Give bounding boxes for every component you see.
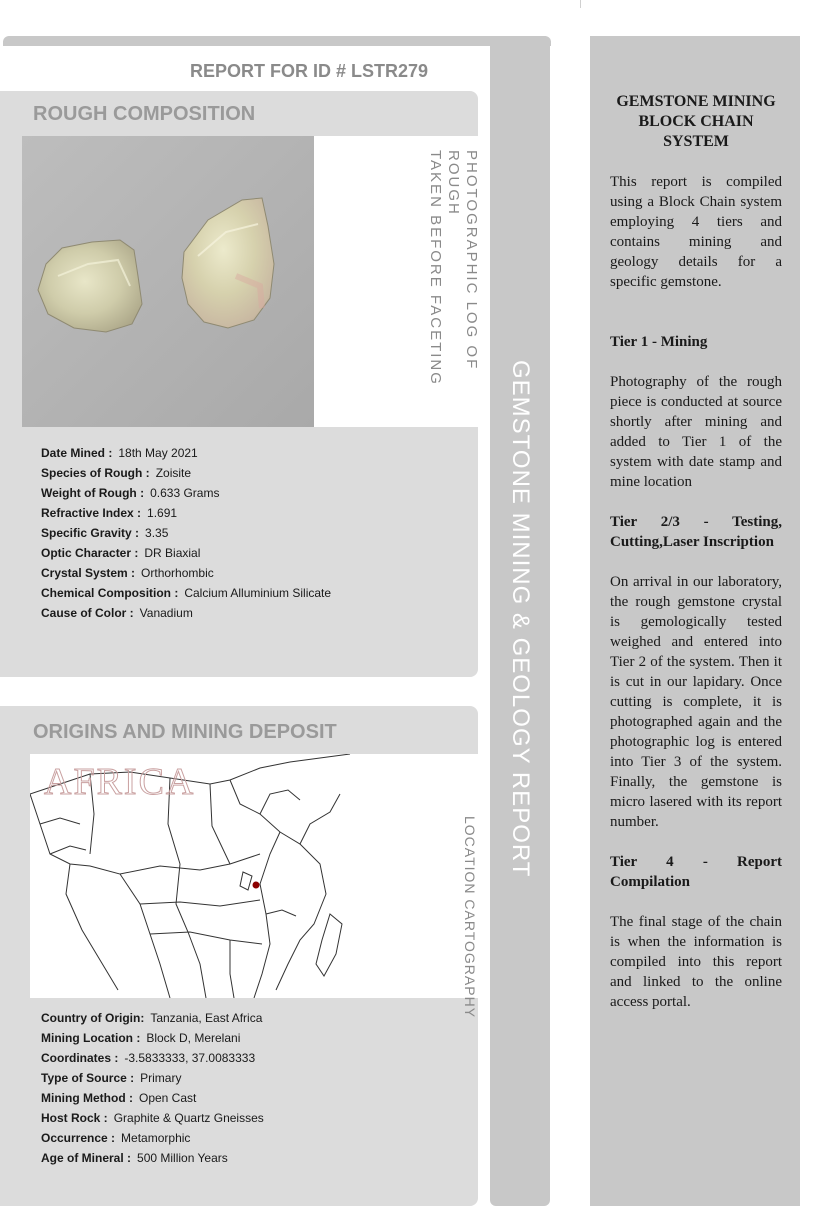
detail-cause-of-color [41,603,331,623]
blockchain-sidebar [590,36,800,1206]
detail-value: Calcium Alluminium Silicate [184,586,332,600]
detail-label: Occurrence : [41,1131,116,1145]
rough-section-title: ROUGH COMPOSITION [33,103,256,125]
detail-value: Open Cast [138,1091,197,1105]
report-title: REPORT FOR ID # LSTR279 [190,61,429,81]
detail-value: 0.633 Grams [150,486,220,500]
origins-panel [0,706,478,1206]
detail-specific-gravity [41,523,331,543]
map-continent-label: AFRICA [44,761,196,803]
detail-value: Vanadium [139,606,193,620]
detail-value: 18th May 2021 [118,446,198,460]
detail-value: Orthorhombic [141,566,214,580]
sidebar-content [610,92,782,1032]
detail-label: Coordinates : [41,1051,119,1065]
detail-value: Block D, Merelani [146,1031,241,1045]
tier4-text: The final stage of the chain is when the information is compiled into this report and linked to the online access portal. [610,914,782,1010]
rough-details-list [41,443,331,623]
detail-label: Optic Character : [41,546,139,560]
tier1-heading: Tier 1 - Mining [610,334,708,350]
detail-occurrence [41,1128,264,1148]
detail-label: Chemical Composition : [41,586,179,600]
detail-label: Date Mined : [41,446,113,460]
photo-caption: PHOTOGRAPHIC LOG OF ROUGH TAKEN BEFORE FACETING [427,150,480,386]
detail-label: Species of Rough : [41,466,150,480]
map-caption: LOCATION CARTOGRAPHY [462,816,478,1019]
detail-label: Specific Gravity : [41,526,140,540]
origin-details-list [41,1008,264,1168]
detail-host-rock [41,1108,264,1128]
detail-country [41,1008,264,1028]
detail-weight [41,483,331,503]
detail-optic-character [41,543,331,563]
detail-label: Cause of Color : [41,606,134,620]
detail-label: Type of Source : [41,1071,135,1085]
spine-label: GEMSTONE MINING & GEOLOGY REPORT [507,360,534,878]
detail-value: Graphite & Quartz Gneisses [113,1111,264,1125]
rough-gem-photo [22,136,314,427]
africa-map [30,754,360,998]
tier23-text: On arrival in our laboratory, the rough gemstone crystal is gemologically tested weighed and entered into Tier 2 of the system. Then it is cut in our lapidary. Once cutting is complete, it is photographed again and the photographic log is entered into Tier 3 of the system. Finally, the gemstone is micro lasered with its report number. [610,574,782,830]
sidebar-title: GEMSTONE MINING BLOCK CHAIN SYSTEM [616,93,776,150]
detail-value: 500 Million Years [137,1151,228,1165]
detail-source-type [41,1068,264,1088]
header-bar [3,36,551,46]
tier23-heading: Tier 2/3 - Testing, Cutting,Laser Inscription [610,514,782,550]
detail-value: 1.691 [147,506,178,520]
origins-section-title: ORIGINS AND MINING DEPOSIT [33,721,337,743]
detail-chemical-composition [41,583,331,603]
detail-value: Metamorphic [121,1131,191,1145]
detail-label: Crystal System : [41,566,136,580]
detail-crystal-system [41,563,331,583]
detail-age [41,1148,264,1168]
detail-label: Mining Method : [41,1091,133,1105]
rough-composition-panel [0,91,478,677]
detail-label: Refractive Index : [41,506,142,520]
detail-value: Zoisite [155,466,192,480]
detail-label: Country of Origin: [41,1011,145,1025]
detail-label: Weight of Rough : [41,486,145,500]
detail-value: DR Biaxial [144,546,201,560]
detail-mining-method [41,1088,264,1108]
detail-mining-location [41,1028,264,1048]
detail-label: Age of Mineral : [41,1151,132,1165]
detail-date-mined [41,443,331,463]
mine-location-marker [253,882,260,889]
top-divider-tick [580,0,581,8]
detail-value: 3.35 [145,526,169,540]
rough-gem-image [22,136,314,427]
africa-map-image [30,754,360,998]
tier4-heading: Tier 4 - Report Compilation [610,854,782,890]
detail-value: Tanzania, East Africa [150,1011,263,1025]
detail-label: Host Rock : [41,1111,108,1125]
detail-label: Mining Location : [41,1031,141,1045]
rough-photo-area [22,136,478,427]
tier1-text: Photography of the rough piece is conducted at source shortly after mining and added to Tier 1 of the system with date stamp and mine location [610,374,782,490]
detail-value: -3.5833333, 37.0083333 [124,1051,256,1065]
detail-refractive-index [41,503,331,523]
sidebar-intro: This report is compiled using a Block Chain system employing 4 tiers and contains mining and geology details for a specific gemstone. [610,174,782,290]
detail-coordinates [41,1048,264,1068]
detail-species [41,463,331,483]
detail-value: Primary [140,1071,182,1085]
